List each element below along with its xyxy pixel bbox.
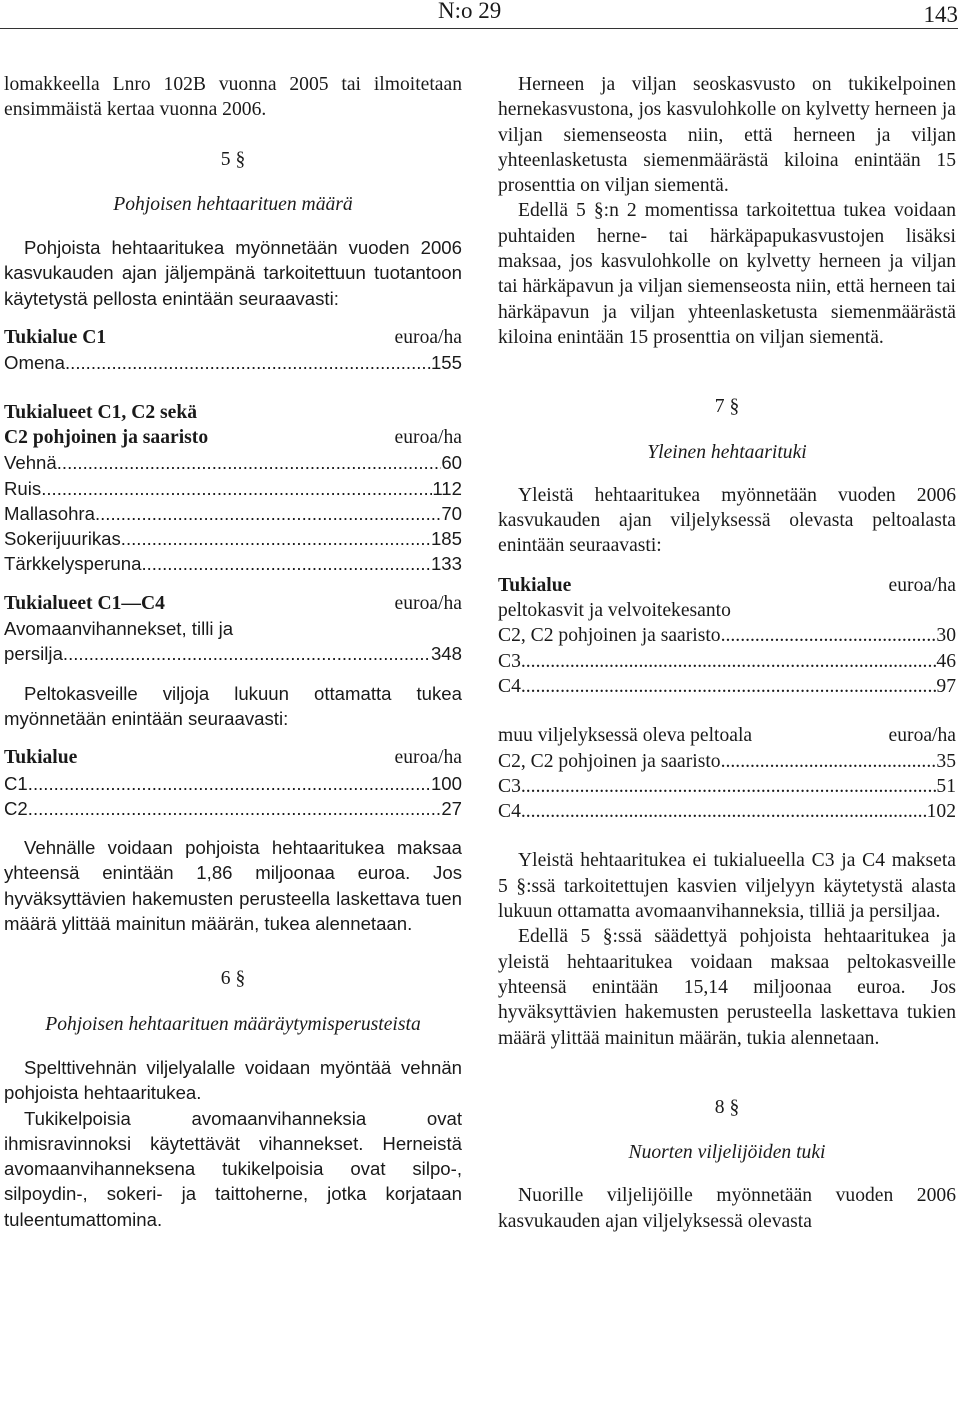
- row-label: C3: [498, 650, 521, 672]
- total-limit-paragraph: Edellä 5 §:ssä säädettyä pohjoista hehtaaritukea ja yleistä hehtaaritukea voidaan maksaa peltokasveille yhteensä enintään 15,14 miljoonaa euroa. Jos hyväksyttävien hakemusten perusteella laskettava tukien määrä ylittää mainitun määrän, tukia alennetaan.: [498, 926, 956, 1049]
- row-value: 185: [430, 528, 462, 550]
- table-c1c2-header-2: [4, 425, 462, 450]
- row-value: 46: [936, 650, 956, 672]
- section-5-title: Pohjoisen hehtaarituen määrä: [113, 193, 353, 215]
- table-c1-header: [4, 325, 462, 350]
- section-8-number: 8 §: [714, 1096, 740, 1118]
- row-label: C2, C2 pohjoinen ja saaristo: [498, 625, 721, 647]
- table-field-crops-header: [4, 745, 462, 770]
- row-value: 51: [936, 775, 956, 797]
- wheat-limit-paragraph: Vehnälle voidaan pohjoista hehtaaritukea maksaa yhteensä enintään 1,86 miljoonaa euroa. Jos hyväksyttävien hakemusten perusteella laskettava tuen määrä ylittää mainitun määrän, tukea alennetaan.: [4, 837, 462, 935]
- table-other-title: muu viljelyksessä oleva peltoala: [498, 725, 753, 747]
- row-value: 100: [430, 772, 462, 794]
- row-value: 112: [432, 477, 462, 499]
- row-label: Mallasohra: [4, 502, 95, 524]
- row-label: C3: [498, 775, 521, 797]
- section-6-title: Pohjoisen hehtaarituen määräytymisperusteista: [45, 1013, 421, 1035]
- row-label: C4: [498, 801, 521, 823]
- unit-label: euroa/ha: [394, 426, 462, 448]
- table-row: [4, 476, 462, 501]
- row-label: Omena: [4, 352, 65, 374]
- row-label-line-1: Avomaanvihannekset, tilli ja: [4, 618, 234, 640]
- row-value: 348: [430, 643, 462, 665]
- row-value: 35: [936, 750, 956, 772]
- table-row: [4, 641, 462, 666]
- row-value: 97: [936, 675, 956, 697]
- unit-label: euroa/ha: [394, 327, 462, 349]
- table-row: [4, 796, 462, 821]
- table-row: [4, 551, 462, 576]
- row-value: 30: [936, 625, 956, 647]
- table-row: [4, 450, 462, 475]
- section-7-text: Yleistä hehtaaritukea myönnetään vuoden 2006 kasvukauden ajan viljelyksessä olevasta peltoalasta enintään seuraavasti:: [498, 484, 956, 557]
- table-row: [498, 749, 956, 774]
- table-row: [498, 774, 956, 799]
- table-row: [498, 799, 956, 824]
- section-5-text: Pohjoista hehtaaritukea myönnetään vuoden 2006 kasvukauden ajan jäljempänä tarkoitettuun tuotantoon käytetystä pellosta enintään seuraavasti:: [4, 237, 462, 309]
- c3-c4-paragraph: Yleistä hehtaaritukea ei tukialueella C3 ja C4 makseta 5 §:ssä tarkoitettujen kasvien viljelyyn käytetystä alasta lukuun ottamatta avomaanvihanneksia, tilliä ja persiljaa.: [498, 850, 956, 923]
- row-label: C1: [4, 772, 28, 794]
- table-other-header: [498, 723, 956, 748]
- row-value: 60: [441, 452, 462, 474]
- row-value: 27: [441, 797, 462, 819]
- header-rule: [0, 28, 958, 29]
- field-crops-paragraph: Peltokasveille viljoja lukuun ottamatta tukea myönnetään enintään seuraavasti:: [4, 682, 462, 729]
- page-number: 143: [923, 2, 958, 27]
- table-row: [4, 526, 462, 551]
- table-c1c4-header: [4, 591, 462, 616]
- table-c1c4-title: Tukialueet C1—C4: [4, 592, 165, 614]
- table-c1c2-title-1: Tukialueet C1, C2 sekä: [4, 401, 198, 423]
- table-general-subheading: peltokasvit ja velvoitekesanto: [498, 600, 731, 622]
- table-row: [498, 674, 956, 699]
- section-6-paragraph-1: Spelttivehnän viljelyalalle voidaan myöntää vehnän pohjoista hehtaaritukea.: [4, 1056, 462, 1104]
- right-column: [498, 72, 956, 1234]
- left-column: [4, 72, 462, 1232]
- unit-label: euroa/ha: [394, 747, 462, 769]
- section-7-title: Yleinen hehtaarituki: [647, 441, 807, 463]
- row-label: Ruis: [4, 477, 42, 499]
- row-value: 133: [430, 553, 462, 575]
- unit-label: euroa/ha: [888, 725, 956, 747]
- table-row: [498, 623, 956, 648]
- pea-bean-paragraph: Edellä 5 §:n 2 momentissa tarkoitettua tukea voidaan puhtaiden herne- tai härkäpapukasvustojen lisäksi maksaa, jos kasvulohkolle on kylvetty herneen ja viljan tai härkäpavun ja viljan siemenseosta niin, että herneen tai härkäpavun ja viljan yhteenlasketusta siemenmäärästä kiloina enintään 15 prosenttia on viljan siementä.: [498, 200, 956, 348]
- table-row: [498, 649, 956, 674]
- table-general-header: [498, 573, 956, 598]
- row-label: C2: [4, 797, 28, 819]
- row-label: persilja: [4, 643, 63, 665]
- row-label: C2, C2 pohjoinen ja saaristo: [498, 750, 721, 772]
- table-field-crops-title: Tukialue: [4, 747, 78, 769]
- table-c1c2-title-2: C2 pohjoinen ja saaristo: [4, 426, 209, 448]
- section-6-number: 6 §: [220, 968, 246, 990]
- issue-number: N:o 29: [438, 0, 502, 23]
- table-row: [4, 771, 462, 796]
- table-c1-title: Tukialue C1: [4, 327, 107, 349]
- row-value: 70: [441, 502, 462, 524]
- row-value: 155: [430, 352, 462, 374]
- table-row: [4, 350, 462, 375]
- row-label: Tärkkelysperuna: [4, 553, 142, 575]
- section-7-number: 7 §: [714, 396, 740, 418]
- intro-paragraph: lomakkeella Lnro 102B vuonna 2005 tai ilmoitetaan ensimmäistä kertaa vuonna 2006.: [4, 74, 462, 121]
- unit-label: euroa/ha: [394, 592, 462, 614]
- row-label: C4: [498, 675, 521, 697]
- section-8-text: Nuorille viljelijöille myönnetään vuoden 2006 kasvukauden ajan viljelyksessä olevasta: [498, 1185, 956, 1232]
- pea-mix-paragraph: Herneen ja viljan seoskasvusto on tukikelpoinen hernekasvustona, jos kasvulohkolle on kylvetty herneen ja viljan siemenseosta niin, että herneen ja viljan yhteenlasketusta siemenmäärästä kiloina enintään 15 prosenttia on viljan siementä.: [498, 74, 956, 197]
- section-6-paragraph-2: Tukikelpoisia avomaanvihanneksia ovat ihmisravinnoksi käytettävät vihannekset. Herneistä avomaanvihanneksena tukikelpoisia ovat silpo-, silpoydin-, sokeri- ja taittoherne, jotka korjataan tuleentumattomina.: [4, 1107, 462, 1230]
- unit-label: euroa/ha: [888, 574, 956, 596]
- table-general-title: Tukialue: [498, 574, 572, 596]
- table-c1c2-header-1: [4, 400, 462, 425]
- section-8-title: Nuorten viljelijöiden tuki: [628, 1142, 826, 1164]
- row-label: Vehnä: [4, 452, 57, 474]
- table-row: [4, 501, 462, 526]
- section-5-number: 5 §: [220, 148, 246, 170]
- row-label: Sokerijuurikas: [4, 528, 121, 550]
- row-value: 102: [926, 801, 956, 823]
